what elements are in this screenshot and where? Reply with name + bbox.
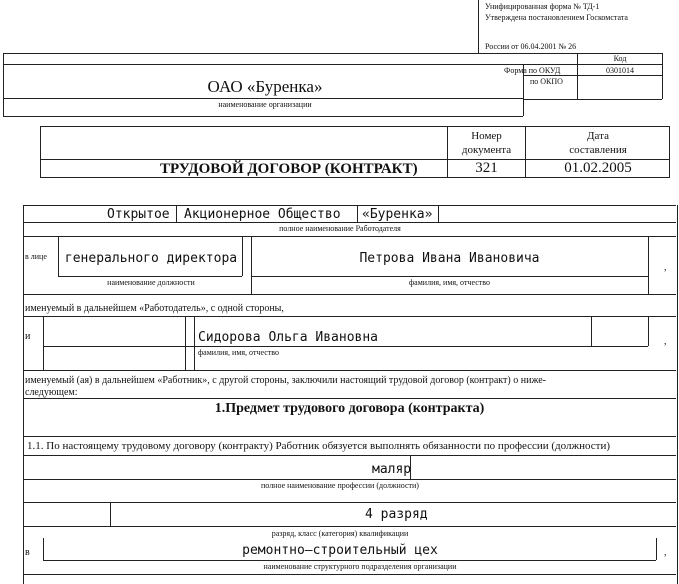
department-underline: [43, 560, 656, 561]
code-label: Код: [613, 54, 627, 63]
department-col-left: [43, 538, 44, 560]
employee-text-1: именуемый (ая) в дальнейшем «Работник», с другой стороны, заключили настоящий трудовой договор (контракт) о ниже-: [25, 375, 546, 386]
clause-line: [23, 455, 676, 456]
employee-col-5: [648, 316, 649, 346]
department-col-right: [656, 538, 657, 560]
clause-top-line: [23, 436, 676, 437]
employer-side-line: [23, 316, 676, 317]
in-person-label: в лице: [25, 252, 47, 261]
person-col-right: [648, 236, 649, 294]
employee-col-1: [43, 316, 44, 370]
form-name-line: Унифицированная форма № ТД-1: [485, 2, 600, 11]
org-left-border: [3, 53, 4, 116]
position-col-right: [242, 236, 243, 276]
department-value: ремонтно–строительный цех: [242, 543, 438, 558]
profession-underline: [23, 479, 676, 480]
position-underline: [58, 276, 242, 277]
position-col-left: [58, 236, 59, 276]
person-caption: фамилия, имя, отчество: [409, 278, 490, 287]
profession-caption: полное наименование профессии (должности): [261, 481, 419, 490]
grade-value: 4 разряд: [365, 507, 428, 522]
org-underline: [3, 98, 523, 99]
director-comma: ,: [664, 262, 667, 273]
employer-sep-2: [357, 205, 358, 222]
person-caption-line: [23, 294, 676, 295]
employer-side-text: именуемый в дальнейшем «Работодатель», с одной стороны,: [25, 303, 284, 314]
doc-date-header: Дата составления: [569, 130, 627, 156]
employee-col-3: [194, 316, 195, 370]
employer-caption-line: [23, 236, 676, 237]
okud-value: 0301014: [606, 66, 634, 75]
form-approval-line: Утверждена постановлением Госкомстата: [485, 13, 628, 22]
section1-heading: 1.Предмет трудового договора (контракта): [214, 401, 485, 416]
code-col-right: [662, 53, 663, 99]
code-row-line: [3, 64, 662, 65]
doc-title: ТРУДОВОЙ ДОГОВОР (КОНТРАКТ): [160, 161, 418, 177]
department-comma: ,: [664, 547, 667, 558]
employee-name-underline: [43, 346, 648, 347]
code-row-top: [3, 53, 662, 54]
employee-name: Сидорова Ольга Ивановна: [198, 330, 379, 345]
right-margin-border: [677, 205, 678, 584]
department-caption: наименование структурного подразделения организации: [263, 562, 457, 571]
grade-underline: [23, 526, 676, 527]
doc-number: 321: [475, 160, 498, 176]
doc-date: 01.02.2005: [564, 160, 632, 176]
employee-text-2: следующем:: [25, 387, 78, 398]
doc-number-header: Номер документа: [461, 130, 512, 156]
grade-caption: разряд, класс (категория) квалификации: [271, 529, 409, 538]
in-label: в: [25, 547, 30, 558]
clause-text: 1.1. По настоящему трудовому договору (контракту) Работник обязуется выполнять обязанности по профессии (должности): [27, 440, 610, 452]
director-name: Петрова Ивана Ивановича: [359, 251, 540, 266]
form-decree-line: России от 06.04.2001 № 26: [485, 42, 577, 51]
header-border: [478, 0, 479, 53]
position-caption: наименование должности: [107, 278, 195, 287]
okpo-label: по ОКПО: [530, 77, 563, 86]
okud-label: Форма по ОКУД: [504, 66, 561, 75]
employer-word-1: Открытое: [107, 207, 170, 222]
employee-col-2: [185, 316, 186, 370]
profession-value: маляр: [372, 462, 412, 477]
employer-name-underline: [23, 222, 676, 223]
employer-sep-1: [176, 205, 177, 222]
employee-caption-line: [23, 370, 676, 371]
okpo-col: [523, 64, 524, 116]
person-underline: [251, 276, 648, 277]
org-caption: наименование организации: [218, 100, 312, 109]
employee-comma: ,: [664, 336, 667, 347]
okud-row-line: [523, 75, 662, 76]
employer-sep-3: [438, 205, 439, 222]
employer-word-3: «Буренка»: [362, 207, 433, 222]
department-caption-line: [23, 574, 676, 575]
profession-caption-line: [23, 502, 676, 503]
and-label: и: [25, 331, 31, 342]
director-position: генерального директора: [64, 251, 238, 266]
employer-name-caption: полное наименование Работодателя: [279, 224, 401, 233]
employee-col-4: [591, 316, 592, 346]
okpo-row-line: [523, 99, 662, 100]
employee-text-line: [23, 398, 676, 399]
employer-word-2: Акционерное Общество: [184, 207, 341, 222]
left-margin-border: [23, 205, 24, 584]
employer-top-line: [23, 205, 676, 206]
employee-name-caption: фамилия, имя, отчество: [198, 348, 279, 357]
org-bottom: [3, 116, 523, 117]
org-name: ОАО «Буренка»: [207, 77, 323, 96]
grade-col: [110, 502, 111, 526]
